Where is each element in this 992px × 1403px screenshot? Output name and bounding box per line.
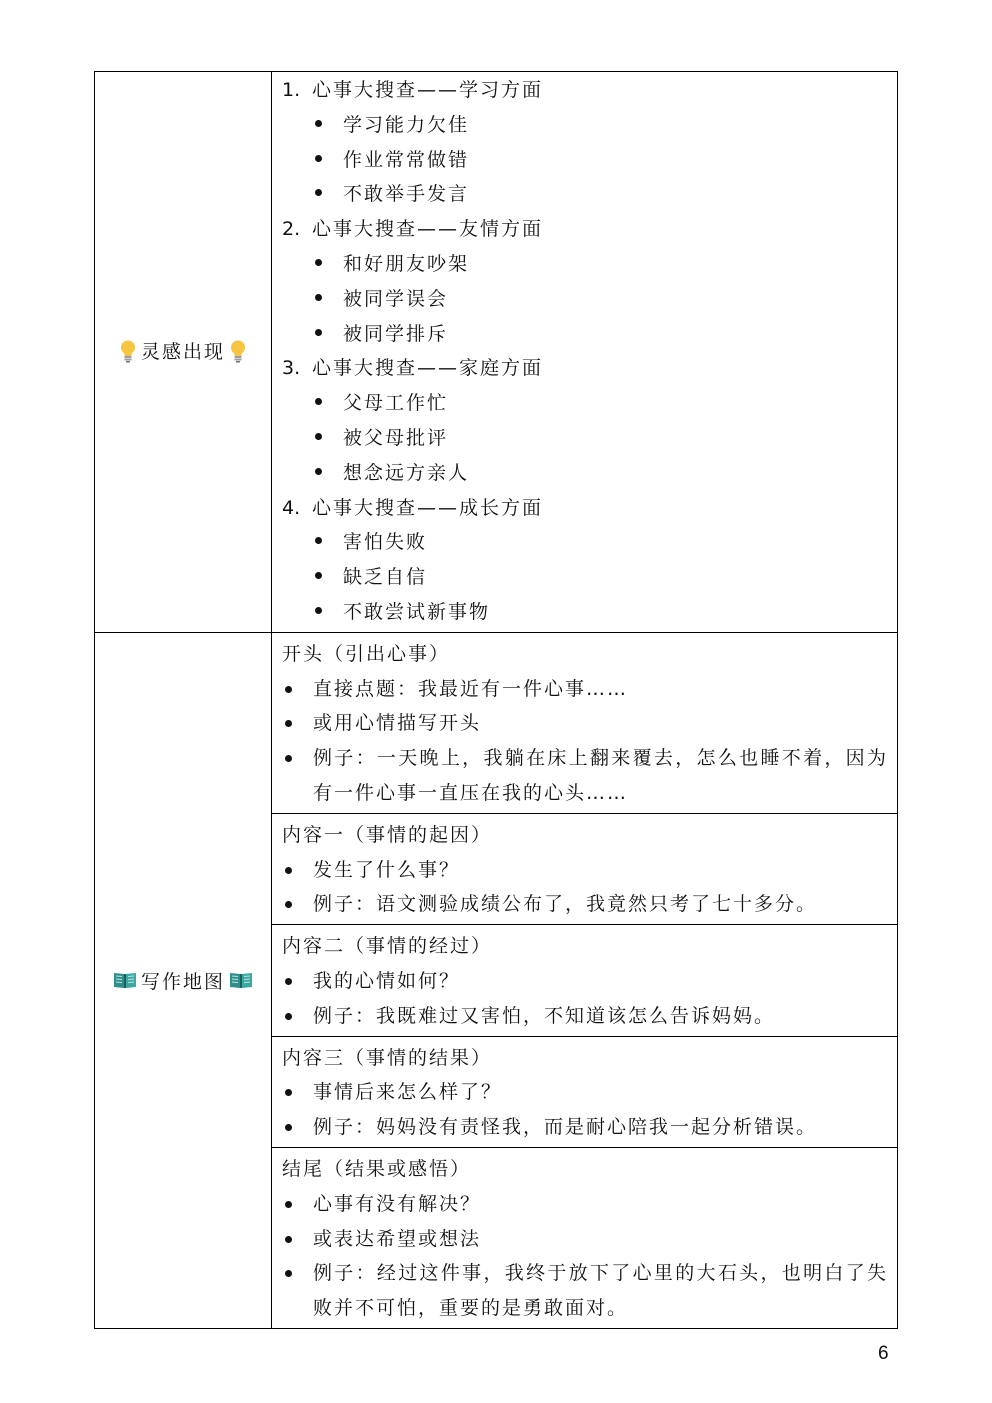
block-heading: 内容三（事情的结果） — [282, 1046, 493, 1069]
content-three-cell — [272, 1036, 898, 1147]
list-item: 被父母批评 — [282, 421, 889, 456]
block-heading: 内容二（事情的经过） — [282, 935, 493, 958]
content-one-cell — [272, 813, 898, 924]
bullet-icon — [315, 607, 322, 614]
block-heading: 内容一（事情的起因） — [282, 823, 493, 846]
content-one-block — [272, 814, 897, 924]
list-item: 我的心情如何？ — [282, 964, 889, 999]
ending-block — [272, 1148, 897, 1328]
list-item: 直接点题：我最近有一件心事…… — [282, 672, 888, 707]
list-item: 不敢尝试新事物 — [282, 595, 889, 630]
open-book-icon — [113, 970, 137, 990]
block-heading: 结尾（结果或感悟） — [282, 1157, 472, 1180]
inspiration-row — [95, 72, 898, 633]
topic-heading: 3. 心事大搜查——家庭方面 — [282, 357, 544, 380]
content-three-block — [272, 1037, 897, 1147]
content-two-cell — [272, 925, 898, 1036]
list-item: 作业常常做错 — [282, 143, 889, 178]
writing-map-label-cell — [95, 632, 272, 1328]
bullet-icon — [315, 189, 322, 196]
writing-map-label — [113, 967, 253, 994]
bullet-icon — [315, 398, 322, 405]
list-item: 例子：语文测验成绩公布了，我竟然只考了七十多分。 — [282, 887, 889, 922]
bullet-icon — [315, 433, 322, 440]
list-item: 例子：我既难过又害怕，不知道该怎么告诉妈妈。 — [282, 999, 889, 1034]
content-two-block — [272, 925, 897, 1035]
writing-map-row-1 — [95, 632, 898, 813]
list-item: 例子：妈妈没有责怪我，而是耐心陪我一起分析错误。 — [282, 1110, 889, 1145]
worksheet-table — [94, 71, 898, 1329]
bullet-icon — [315, 329, 322, 336]
list-item: 不敢举手发言 — [282, 177, 889, 212]
list-item: 例子：经过这件事，我终于放下了心里的大石头，也明白了失败并不可怕，重要的是勇敢面对。 — [282, 1256, 888, 1326]
list-item: 或表达希望或想法 — [282, 1222, 888, 1257]
page-number: 6 — [878, 1343, 889, 1364]
topic-heading: 2. 心事大搜查——友情方面 — [282, 218, 544, 241]
list-item: 事情后来怎么样了？ — [282, 1075, 889, 1110]
list-item: 和好朋友吵架 — [282, 247, 889, 282]
bullet-icon — [315, 120, 322, 127]
open-book-icon — [229, 970, 253, 990]
inspiration-label-cell — [95, 72, 272, 633]
bullet-icon — [315, 468, 322, 475]
list-item: 例子：一天晚上，我躺在床上翻来覆去，怎么也睡不着，因为有一件心事一直压在我的心头…… — [282, 741, 888, 811]
writing-map-label-text: 写作地图 — [140, 970, 225, 993]
list-item: 害怕失败 — [282, 525, 889, 560]
bullet-icon — [315, 259, 322, 266]
list-item: 或用心情描写开头 — [282, 706, 888, 741]
inspiration-label — [119, 337, 247, 364]
lightbulb-icon — [119, 339, 137, 363]
bullet-icon — [315, 294, 322, 301]
bullet-icon — [315, 572, 322, 579]
bullet-icon — [315, 537, 322, 544]
ending-cell — [272, 1147, 898, 1328]
inspiration-label-text: 灵感出现 — [140, 341, 225, 364]
list-item: 学习能力欠佳 — [282, 108, 889, 143]
lightbulb-icon — [229, 339, 247, 363]
list-item: 缺乏自信 — [282, 560, 889, 595]
inspiration-content-cell — [272, 72, 898, 633]
list-item: 发生了什么事？ — [282, 853, 889, 888]
list-item: 被同学误会 — [282, 282, 889, 317]
block-heading: 开头（引出心事） — [282, 642, 451, 665]
bullet-icon — [315, 155, 322, 162]
list-item: 被同学排斥 — [282, 317, 889, 352]
topic-heading: 1. 心事大搜查——学习方面 — [282, 79, 544, 101]
inspiration-list — [272, 72, 897, 632]
list-item: 想念远方亲人 — [282, 456, 889, 491]
opening-cell — [272, 632, 898, 813]
list-item: 心事有没有解决？ — [282, 1187, 888, 1222]
topic-heading: 4. 心事大搜查——成长方面 — [282, 496, 544, 519]
opening-block — [272, 633, 897, 813]
list-item: 父母工作忙 — [282, 386, 889, 421]
